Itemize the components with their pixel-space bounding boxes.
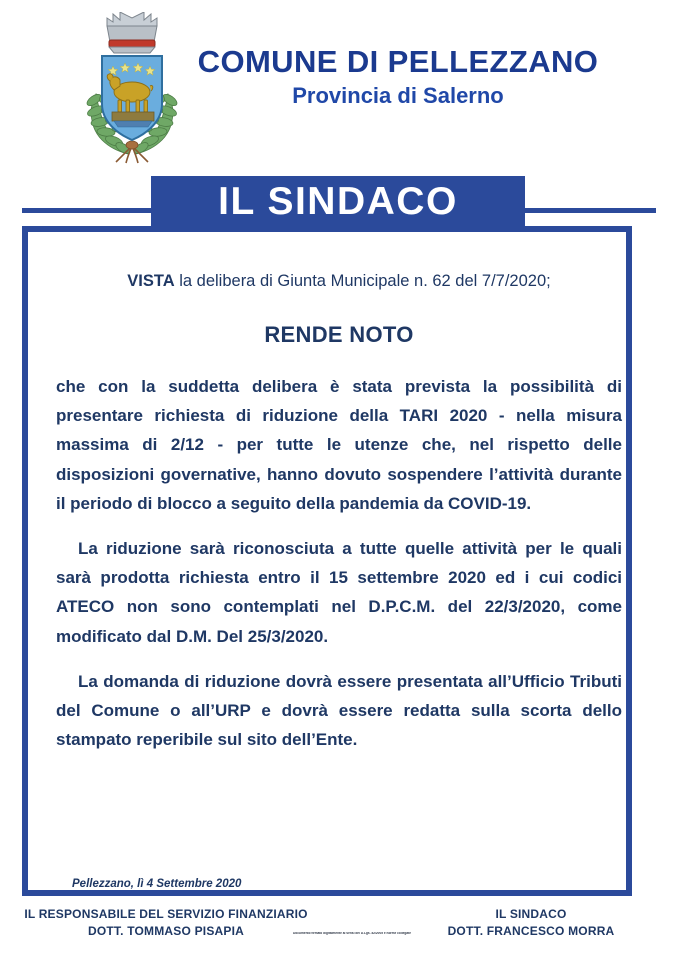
sindaco-banner <box>151 176 525 226</box>
place-and-date: Pellezzano, lì 4 Settembre 2020 <box>66 878 247 890</box>
sindaco-banner-row <box>0 176 678 228</box>
page-title: COMUNE DI PELLEZZANO <box>197 44 599 79</box>
digital-signature-fine-print: Documento firmato digitalmente ai sensi del D.Lgs. 82/2005 e norme collegate <box>293 932 411 935</box>
signature-left-role: IL RESPONSABILE DEL SERVIZIO FINANZIARIO <box>24 907 308 921</box>
vista-line <box>56 272 622 292</box>
rende-noto-heading: RENDE NOTO <box>264 321 414 347</box>
banner-rule-right <box>523 208 656 213</box>
signature-right <box>400 906 662 941</box>
banner-rule-left <box>22 208 152 213</box>
paragraph-3: La domanda di riduzione dovrà essere presentata all’Ufficio Tributi del Comune o all’URP e dovrà essere redatta sulla scorta dello stampato reperibile sul sito dell’Ente. <box>56 671 622 750</box>
signature-left-name: DOTT. TOMMASO PISAPIA <box>88 924 244 939</box>
page-subtitle: Provincia di Salerno <box>292 82 504 108</box>
vista-keyword: VISTA <box>127 272 175 290</box>
document-body <box>56 272 622 771</box>
vista-rest: la delibera di Giunta Municipale n. 62 del 7/7/2020; <box>174 272 551 290</box>
signature-right-name: DOTT. FRANCESCO MORRA <box>447 924 615 939</box>
header-title-block <box>198 46 599 110</box>
paragraph-1: che con la suddetta delibera è stata prevista la possibilità di presentare richiesta di riduzione della TARI 2020 - nella misura massima di 2/12 - per tutte le utenze che, nel rispetto delle disposizioni governative, hanno dovuto sospendere l’attività durante il periodo di blocco a seguito della pandemia da COVID-19. <box>56 376 622 513</box>
banner-label: IL SINDACO <box>218 179 458 223</box>
coat-of-arms-icon <box>80 12 184 164</box>
signature-left <box>16 906 316 941</box>
paragraph-2: La riduzione sarà riconosciuta a tutte quelle attività per le quali sarà prodotta richiesta entro il 15 settembre 2020 ed i cui codici ATECO non sono contemplati nel D.P.C.M. del 22/3/2020, come modificato dal D.M. Del 25/3/2020. <box>56 538 622 646</box>
document-header <box>0 8 678 168</box>
signature-right-role: IL SINDACO <box>495 907 567 921</box>
